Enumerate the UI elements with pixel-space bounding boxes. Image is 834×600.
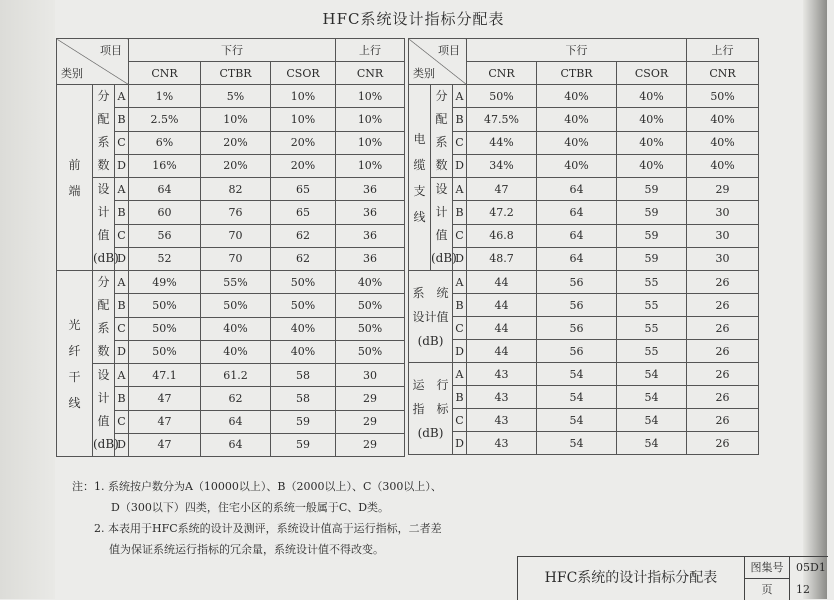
value-cell: 46.8: [467, 224, 537, 247]
value-cell: 50%: [336, 340, 405, 363]
header-row: [57, 39, 405, 62]
header-upstream: 上行: [687, 39, 759, 62]
value-cell: 10%: [271, 85, 336, 108]
block-label: [409, 271, 453, 363]
value-cell: 47: [129, 410, 201, 433]
note-text-2: D（300以下）四类，住宅小区的系统一般属于C、D类。: [111, 501, 390, 514]
table-row: [409, 317, 759, 340]
value-cell: 56: [129, 224, 201, 247]
value-cell: 60: [129, 201, 201, 224]
value-cell: 47: [467, 178, 537, 201]
value-cell: 29: [336, 433, 405, 456]
class-cell: D: [453, 432, 467, 455]
value-cell: 55: [617, 271, 687, 294]
table-row: [409, 294, 759, 317]
value-cell: 29: [336, 387, 405, 410]
value-cell: 26: [687, 294, 759, 317]
value-cell: 47: [129, 433, 201, 456]
value-cell: 40%: [336, 271, 405, 294]
column-header-cnr: CNR: [467, 62, 537, 85]
header-downstream: 下行: [467, 39, 687, 62]
value-cell: 26: [687, 409, 759, 432]
value-cell: 10%: [336, 154, 405, 177]
value-cell: 50%: [271, 271, 336, 294]
page-title: HFC系统设计指标分配表: [322, 10, 505, 28]
value-cell: 40%: [617, 85, 687, 108]
block-label-line: (dB): [417, 425, 444, 440]
class-cell: B: [115, 294, 129, 317]
table-row: [409, 178, 759, 201]
value-cell: 40%: [271, 317, 336, 340]
value-cell: 2.5%: [129, 108, 201, 131]
value-cell: 55%: [201, 271, 271, 294]
value-cell: 5%: [201, 85, 271, 108]
table-row: [57, 364, 405, 387]
value-cell: 64: [537, 247, 617, 270]
value-cell: 64: [129, 178, 201, 201]
class-cell: B: [115, 201, 129, 224]
value-cell: 56: [537, 317, 617, 340]
value-cell: 56: [537, 294, 617, 317]
header-downstream: 下行: [129, 39, 336, 62]
value-cell: 50%: [129, 317, 201, 340]
note-prefix: 注：: [72, 480, 94, 493]
value-cell: 54: [537, 409, 617, 432]
value-cell: 40%: [201, 317, 271, 340]
value-cell: 59: [271, 433, 336, 456]
value-cell: 40%: [537, 154, 617, 177]
value-cell: 70: [201, 247, 271, 270]
column-header-ctbr: CTBR: [537, 62, 617, 85]
header-upstream: 上行: [336, 39, 405, 62]
group-label: 分配系数: [93, 271, 115, 364]
value-cell: 50%: [271, 294, 336, 317]
value-cell: 50%: [201, 294, 271, 317]
class-cell: D: [115, 340, 129, 363]
value-cell: 29: [336, 410, 405, 433]
section-label: 电缆支线: [409, 85, 431, 271]
notes: [72, 476, 442, 560]
value-cell: 36: [336, 224, 405, 247]
class-cell: C: [115, 317, 129, 340]
header-item-label: 项目: [438, 44, 461, 57]
left-allocation-table: [56, 38, 405, 457]
value-cell: 58: [271, 364, 336, 387]
block-label-line: 指 标: [412, 401, 449, 416]
header-category-label: 类别: [413, 67, 435, 80]
block-label-line: 系 统: [412, 285, 449, 300]
class-cell: A: [453, 363, 467, 386]
value-cell: 47.1: [129, 364, 201, 387]
binding-margin: [0, 0, 55, 599]
value-cell: 10%: [271, 108, 336, 131]
value-cell: 20%: [271, 154, 336, 177]
table-row: [57, 85, 405, 108]
value-cell: 26: [687, 432, 759, 455]
value-cell: 43: [467, 363, 537, 386]
value-cell: 26: [687, 363, 759, 386]
class-cell: B: [453, 201, 467, 224]
table-row: [57, 178, 405, 201]
value-cell: 40%: [537, 131, 617, 154]
value-cell: 40%: [687, 131, 759, 154]
class-cell: C: [453, 131, 467, 154]
page-label: 页: [745, 579, 790, 600]
note-line-4: [72, 539, 442, 560]
value-cell: 64: [537, 224, 617, 247]
value-cell: 47.2: [467, 201, 537, 224]
class-cell: B: [115, 108, 129, 131]
class-cell: C: [115, 224, 129, 247]
value-cell: 20%: [201, 154, 271, 177]
value-cell: 40%: [617, 154, 687, 177]
class-cell: A: [115, 178, 129, 201]
page-value: 12: [796, 583, 810, 596]
value-cell: 30: [336, 364, 405, 387]
value-cell: 44: [467, 271, 537, 294]
value-cell: 59: [617, 224, 687, 247]
value-cell: 26: [687, 317, 759, 340]
corner-header-cell: [57, 39, 129, 85]
value-cell: 40%: [537, 85, 617, 108]
class-cell: C: [115, 131, 129, 154]
value-cell: 40%: [201, 340, 271, 363]
value-cell: 29: [687, 178, 759, 201]
value-cell: 56: [537, 340, 617, 363]
value-cell: 54: [537, 386, 617, 409]
value-cell: 54: [617, 386, 687, 409]
table-row: [409, 409, 759, 432]
header-row: [409, 39, 759, 62]
value-cell: 62: [271, 224, 336, 247]
column-header-ctbr: CTBR: [201, 62, 271, 85]
atlas-label: 图集号: [745, 557, 790, 579]
value-cell: 70: [201, 224, 271, 247]
value-cell: 64: [201, 410, 271, 433]
value-cell: 6%: [129, 131, 201, 154]
value-cell: 10%: [336, 131, 405, 154]
class-cell: D: [115, 154, 129, 177]
value-cell: 52: [129, 247, 201, 270]
column-header-csor: CSOR: [617, 62, 687, 85]
class-cell: B: [453, 386, 467, 409]
value-cell: 43: [467, 409, 537, 432]
class-cell: C: [453, 409, 467, 432]
table-row: [409, 247, 759, 270]
value-cell: 65: [271, 201, 336, 224]
value-cell: 59: [617, 178, 687, 201]
note-text-1: 1. 系统按户数分为A（10000以上）、B（2000以上）、C（300以上）、: [94, 480, 442, 493]
value-cell: 54: [537, 363, 617, 386]
value-cell: 54: [617, 409, 687, 432]
value-cell: 10%: [201, 108, 271, 131]
value-cell: 55: [617, 340, 687, 363]
table-row: [409, 201, 759, 224]
value-cell: 20%: [271, 131, 336, 154]
note-line-3: [72, 518, 442, 539]
class-cell: D: [453, 340, 467, 363]
value-cell: 16%: [129, 154, 201, 177]
value-cell: 64: [201, 433, 271, 456]
value-cell: 1%: [129, 85, 201, 108]
value-cell: 64: [537, 201, 617, 224]
corner-header-cell: [409, 39, 467, 85]
value-cell: 47.5%: [467, 108, 537, 131]
value-cell: 43: [467, 386, 537, 409]
table-row: [409, 85, 759, 108]
class-cell: B: [453, 108, 467, 131]
block-label-line: 设计值: [412, 309, 449, 324]
column-header-cnr: CNR: [687, 62, 759, 85]
value-cell: 40%: [537, 108, 617, 131]
value-cell: 47: [129, 387, 201, 410]
table-row: [57, 271, 405, 294]
value-cell: 54: [617, 363, 687, 386]
right-allocation-table: [408, 38, 759, 455]
column-header-cnr: CNR: [336, 62, 405, 85]
value-cell: 59: [271, 410, 336, 433]
block-label: [409, 363, 453, 455]
value-cell: 48.7: [467, 247, 537, 270]
class-cell: D: [115, 433, 129, 456]
class-cell: D: [453, 154, 467, 177]
table-row: [409, 340, 759, 363]
group-label: 设计值(dB): [93, 364, 115, 457]
value-cell: 61.2: [201, 364, 271, 387]
section-label: 光纤干线: [57, 271, 93, 457]
class-cell: C: [115, 410, 129, 433]
class-cell: D: [115, 247, 129, 270]
value-cell: 55: [617, 317, 687, 340]
value-cell: 44: [467, 294, 537, 317]
class-cell: C: [453, 317, 467, 340]
value-cell: 30: [687, 224, 759, 247]
value-cell: 26: [687, 340, 759, 363]
value-cell: 82: [201, 178, 271, 201]
value-cell: 62: [271, 247, 336, 270]
table-row: [409, 108, 759, 131]
value-cell: 44: [467, 317, 537, 340]
table-row: [409, 224, 759, 247]
value-cell: 36: [336, 178, 405, 201]
value-cell: 56: [537, 271, 617, 294]
table-row: [409, 131, 759, 154]
value-cell: 76: [201, 201, 271, 224]
value-cell: 59: [617, 201, 687, 224]
title-block-title: HFC系统的设计指标分配表: [518, 557, 745, 600]
value-cell: 10%: [336, 85, 405, 108]
class-cell: A: [115, 85, 129, 108]
title-block: [517, 556, 828, 600]
value-cell: 10%: [336, 108, 405, 131]
class-cell: B: [115, 387, 129, 410]
table-row: [409, 386, 759, 409]
section-label: 前端: [57, 85, 93, 271]
value-cell: 44%: [467, 131, 537, 154]
table-row: [409, 432, 759, 455]
value-cell: 40%: [617, 131, 687, 154]
note-text-4: 值为保证系统运行指标的冗余量，系统设计值不得改变。: [109, 543, 384, 556]
value-cell: 49%: [129, 271, 201, 294]
note-line-2: [72, 497, 442, 518]
class-cell: A: [115, 271, 129, 294]
column-header-csor: CSOR: [271, 62, 336, 85]
class-cell: A: [453, 85, 467, 108]
note-text-3: 2. 本表用于HFC系统的设计及测评，系统设计值高于运行指标，二者差: [94, 522, 442, 535]
value-cell: 30: [687, 201, 759, 224]
note-line-1: [72, 476, 442, 497]
value-cell: 26: [687, 386, 759, 409]
class-cell: C: [453, 224, 467, 247]
value-cell: 36: [336, 201, 405, 224]
value-cell: 43: [467, 432, 537, 455]
table-row: [409, 154, 759, 177]
block-label-line: (dB): [417, 333, 444, 348]
value-cell: 40%: [687, 108, 759, 131]
block-label-line: 运 行: [412, 377, 449, 392]
atlas-value: 05D1: [796, 561, 826, 574]
value-cell: 34%: [467, 154, 537, 177]
value-cell: 30: [687, 247, 759, 270]
value-cell: 20%: [201, 131, 271, 154]
value-cell: 40%: [617, 108, 687, 131]
value-cell: 44: [467, 340, 537, 363]
value-cell: 58: [271, 387, 336, 410]
page-edge-shadow: [803, 0, 827, 599]
value-cell: 36: [336, 247, 405, 270]
column-header-cnr: CNR: [129, 62, 201, 85]
group-label: 分配系数: [431, 85, 453, 178]
table-row: [409, 271, 759, 294]
header-category-label: 类别: [61, 67, 83, 80]
class-cell: B: [453, 294, 467, 317]
value-cell: 64: [537, 178, 617, 201]
class-cell: D: [453, 247, 467, 270]
value-cell: 54: [617, 432, 687, 455]
value-cell: 54: [537, 432, 617, 455]
value-cell: 40%: [271, 340, 336, 363]
value-cell: 62: [201, 387, 271, 410]
group-label: 设计值(dB): [431, 178, 453, 271]
class-cell: A: [453, 178, 467, 201]
table-row: [409, 363, 759, 386]
group-label: 分配系数: [93, 85, 115, 178]
class-cell: A: [115, 364, 129, 387]
value-cell: 26: [687, 271, 759, 294]
value-cell: 50%: [687, 85, 759, 108]
value-cell: 59: [617, 247, 687, 270]
value-cell: 50%: [336, 317, 405, 340]
value-cell: 55: [617, 294, 687, 317]
value-cell: 50%: [129, 294, 201, 317]
value-cell: 50%: [336, 294, 405, 317]
value-cell: 65: [271, 178, 336, 201]
class-cell: A: [453, 271, 467, 294]
value-cell: 40%: [687, 154, 759, 177]
value-cell: 50%: [129, 340, 201, 363]
value-cell: 50%: [467, 85, 537, 108]
header-item-label: 项目: [100, 44, 123, 57]
group-label: 设计值(dB): [93, 178, 115, 271]
